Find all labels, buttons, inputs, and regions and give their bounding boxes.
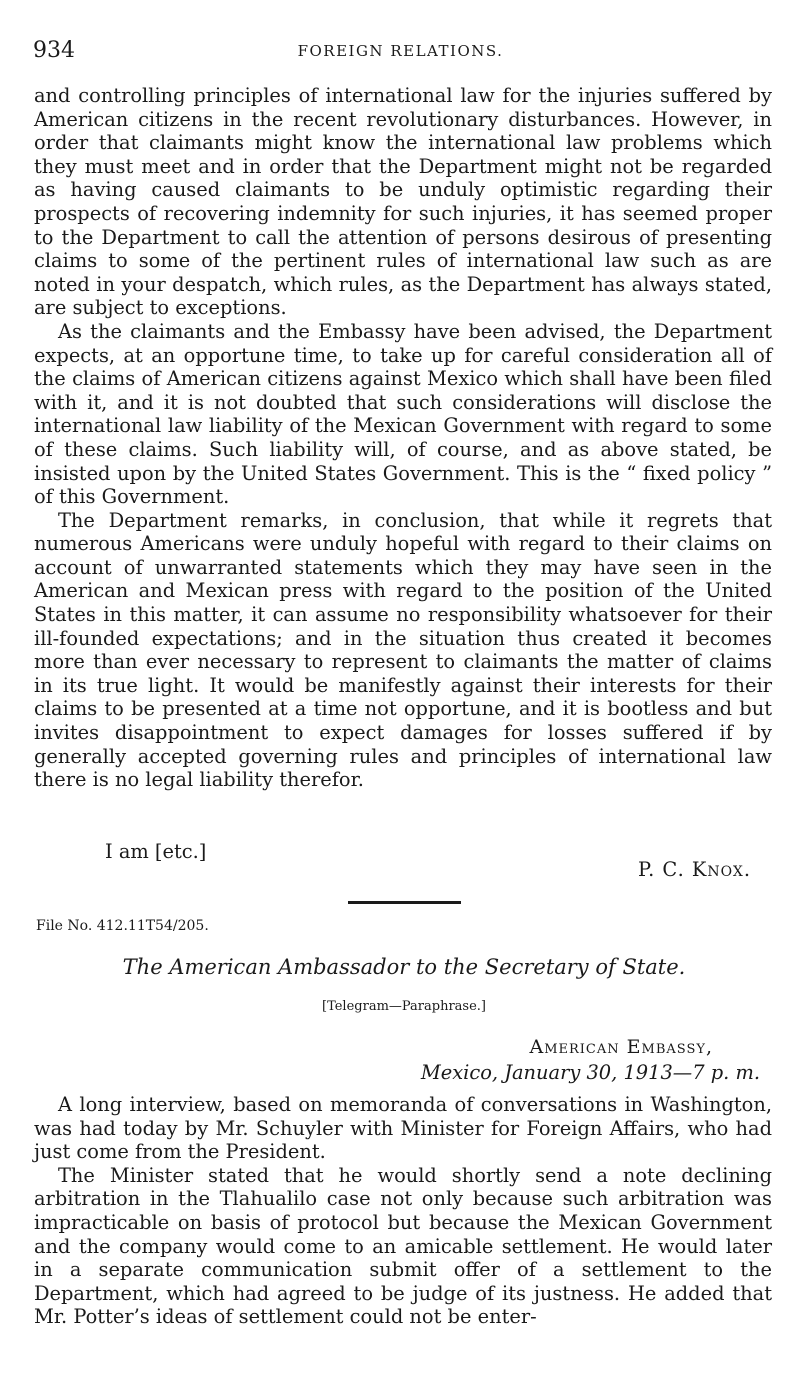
telegram-paragraph-1: A long interview, based on memoranda of conversations in Washington, was had today by Mr. Schuyler with Minister for Foreign Affairs, who had just come from the President. [34, 1093, 772, 1164]
document-title: The American Ambassador to the Secretary of State. [122, 955, 686, 979]
page-number: 934 [33, 38, 75, 63]
page-header [33, 38, 768, 68]
telegram-paragraph-2: The Minister stated that he would shortly send a note declining arbitration in the Tlahualilo case not only because such arbitration was impracticable on basis of protocol but because the Mexican Government and the company would come to an amicable settlement. He would later in a separate communication submit offer of a settlement to the Department, which had agreed to be judge of its justness. He added that Mr. Potter’s ideas of settlement could not be enter- [34, 1163, 772, 1329]
letter-paragraph-2: As the claimants and the Embassy have been advised, the Department expects, at an opportune time, to take up for careful consideration all of the claims of American citizens against Mexico which shall have been filed with it, and it is not doubted that such considerations will disclose the international law liability of the Mexican Government with regard to some of these claims. Such liability will, of course, and as above stated, be insisted upon by the United States Government. This is the “ fixed policy ” of this Government. [34, 319, 772, 509]
telegram-body [34, 1093, 772, 1329]
dateline-date: Mexico, January 30, 1913—7 p. m. [420, 1061, 760, 1084]
letter-body [34, 84, 772, 792]
letter-paragraph-3: The Department remarks, in conclusion, that while it regrets that numerous Americans were unduly hopeful with regard to their claims on account of unwarranted statements which they may have seen in the American and Mexican press with regard to the position of the United States in this matter, it can assume no responsibility whatsoever for their ill-founded expectations; and in the situation thus created it becomes more than ever necessary to represent to claimants the matter of claims in its true light. It would be manifestly against their interests for their claims to be presented at a time not opportune, and it is bootless and but invites disappointment to expect damages for losses suffered if by generally accepted governing rules and principles of international law there is no legal liability therefor. [34, 508, 772, 792]
letter-signature: P. C. Knox. [637, 858, 751, 881]
dateline-place: American Embassy, [529, 1036, 713, 1058]
running-head: FOREIGN RELATIONS. [297, 42, 504, 60]
letter-paragraph-1: and controlling principles of international law for the injuries suffered by American citizens in the recent revolutionary disturbances. However, in order that claimants might know the international law problems which they must meet and in order that the Department might not be regarded as having caused claimants to be unduly optimistic regarding their prospects of recovering indemnity for such injuries, it has seemed proper to the Department to call the attention of persons desirous of presenting claims to some of the pertinent rules of international law such as are noted in your despatch, which rules, as the Department has always stated, are subject to exceptions. [34, 84, 772, 320]
section-divider [348, 901, 461, 904]
letter-closing: I am [etc.] [105, 840, 207, 863]
file-number: File No. 412.11T54/205. [36, 918, 209, 934]
document-note: [Telegram—Paraphrase.] [322, 999, 486, 1014]
